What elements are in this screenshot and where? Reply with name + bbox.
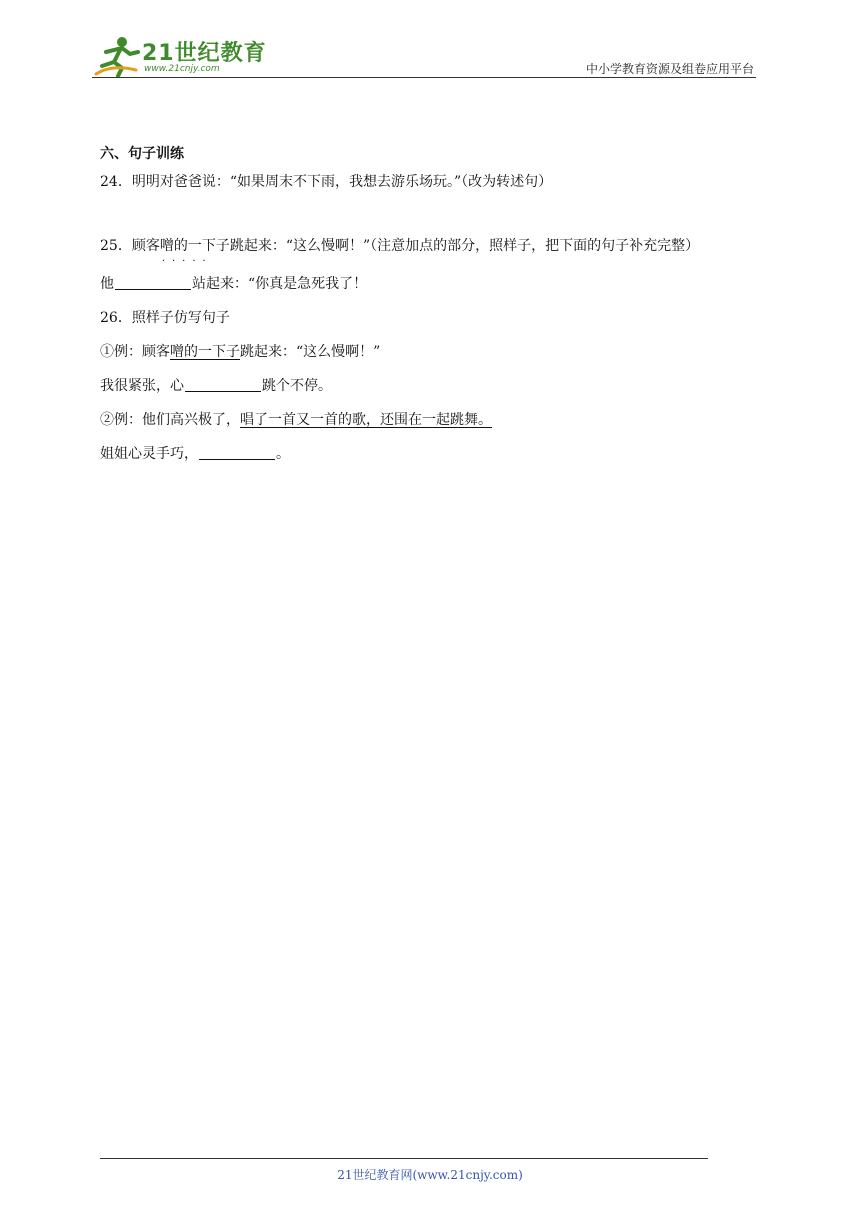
q26-ex1-prefix: ①例：顾客 bbox=[100, 344, 170, 360]
q25-suffix: 跳起来：“这么慢啊！”（注意加点的部分，照样子，把下面的句子补充完整） bbox=[229, 238, 700, 254]
q25-answer-prefix: 他 bbox=[100, 276, 114, 292]
q25-prefix: 25．顾客 bbox=[100, 238, 160, 254]
page-header bbox=[0, 0, 860, 80]
q26-ans1-prefix: 我很紧张，心 bbox=[100, 378, 184, 394]
platform-name: 中小学教育资源及组卷应用平台 bbox=[585, 62, 754, 76]
q26-ex2-underlined: 唱了一首又一首的歌，还围在一起跳舞。 bbox=[240, 412, 492, 428]
q25-emphasis bbox=[159, 238, 230, 267]
q25-answer-blank[interactable] bbox=[115, 275, 191, 290]
q26-ex2-prefix: ②例：他们高兴极了， bbox=[100, 412, 240, 428]
question-24: 24．明明对爸爸说：“如果周末不下雨，我想去游乐场玩。”（改为转述句） bbox=[100, 174, 553, 190]
section-title: 六、句子训练 bbox=[100, 146, 184, 162]
q26-ans2-prefix: 姐姐心灵手巧， bbox=[100, 446, 198, 462]
q26-example-2 bbox=[100, 410, 492, 430]
q26-answer-2 bbox=[100, 444, 290, 464]
runner-logo-icon bbox=[92, 34, 142, 78]
q26-ans1-suffix: 跳个不停。 bbox=[262, 378, 332, 394]
site-logo[interactable] bbox=[92, 34, 267, 78]
q25-answer-suffix: 站起来：“你真是急死我了！ bbox=[192, 276, 368, 292]
q26-ex1-suffix: 跳起来：“这么慢啊！” bbox=[240, 344, 381, 360]
q25-dotted-text: 噌的一下子 bbox=[159, 238, 230, 254]
q26-ans2-suffix: 。 bbox=[276, 446, 290, 462]
question-26-title: 26．照样子仿写句子 bbox=[100, 310, 230, 326]
header-divider bbox=[92, 77, 756, 78]
q26-ans1-blank[interactable] bbox=[185, 377, 261, 392]
footer-divider bbox=[100, 1158, 708, 1159]
footer-link[interactable]: 21世纪教育网(www.21cnjy.com) bbox=[337, 1168, 523, 1182]
question-25 bbox=[100, 236, 700, 267]
q26-example-1 bbox=[100, 342, 380, 362]
question-25-answer bbox=[100, 274, 367, 294]
q26-ans2-blank[interactable] bbox=[199, 445, 275, 460]
q25-emphasis-dots: ····· bbox=[161, 256, 213, 267]
logo-url: www.21cnjy.com bbox=[144, 64, 220, 74]
q26-ex1-underlined: 噌的一下子 bbox=[170, 344, 240, 360]
logo-title: 21世纪教育 bbox=[142, 41, 267, 66]
q26-answer-1 bbox=[100, 376, 332, 396]
